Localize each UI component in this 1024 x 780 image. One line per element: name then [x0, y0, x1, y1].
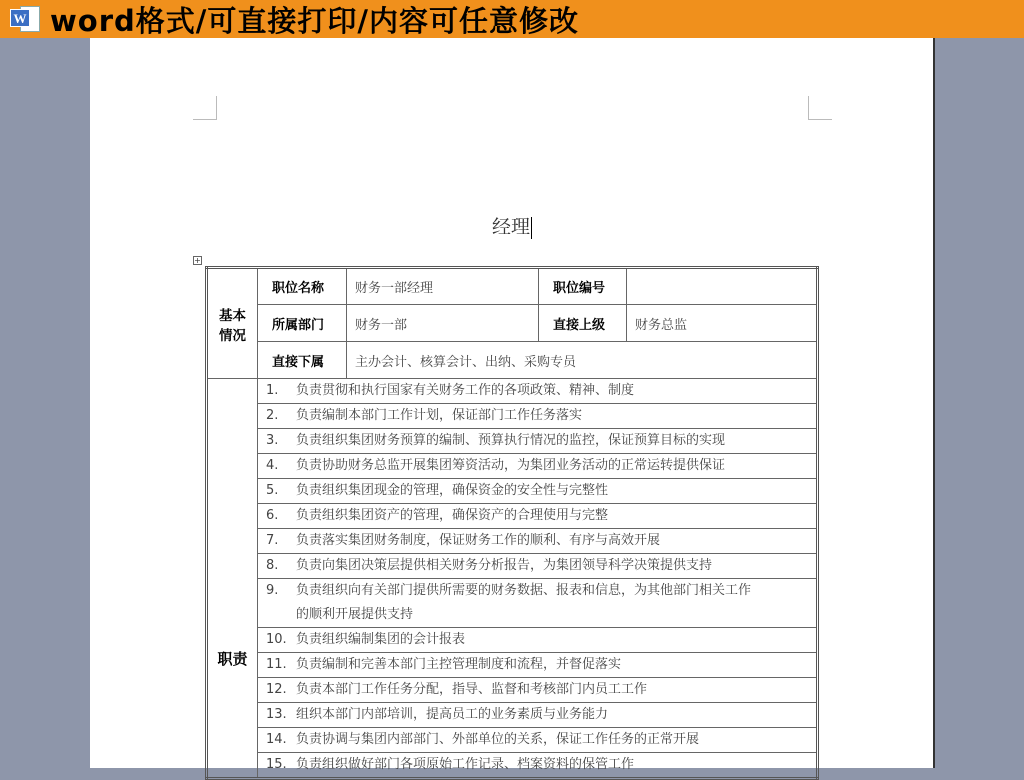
department-label: 所属部门	[258, 305, 347, 342]
banner-text: word格式/可直接打印/内容可任意修改	[50, 3, 579, 38]
duty-text: 负责组织集团财务预算的编制、预算执行情况的监控，保证预算目标的实现	[296, 433, 726, 448]
duty-text-continued: 的顺利开展提供支持	[296, 607, 414, 622]
table-move-handle[interactable]: +	[194, 256, 201, 265]
duty-item[interactable]	[258, 554, 818, 579]
duty-number: 13.	[266, 707, 287, 722]
department-value[interactable]: 财务一部	[347, 305, 539, 342]
duty-text: 负责编制本部门工作计划，保证部门工作任务落实	[296, 408, 583, 423]
basic-info-label: 基本情况	[207, 268, 258, 379]
duty-number: 7.	[266, 533, 279, 548]
duty-text: 负责协调与集团内部部门、外部单位的关系，保证工作任务的正常开展	[296, 732, 700, 747]
position-name-label: 职位名称	[258, 268, 347, 305]
duties-label: 职责	[207, 379, 258, 779]
duty-item[interactable]	[258, 479, 818, 504]
banner	[0, 0, 1024, 38]
superior-value[interactable]: 财务总监	[627, 305, 818, 342]
document-title[interactable]	[492, 212, 532, 239]
duty-text: 负责组织编制集团的会计报表	[296, 632, 466, 647]
position-name-value[interactable]: 财务一部经理	[347, 268, 539, 305]
duty-item[interactable]	[258, 404, 818, 429]
duty-text: 负责组织集团资产的管理，确保资产的合理使用与完整	[296, 508, 609, 523]
crop-mark-top-left	[193, 96, 217, 120]
duty-number: 8.	[266, 558, 279, 573]
duty-item[interactable]	[258, 653, 818, 678]
duty-text: 负责组织向有关部门提供所需要的财务数据、报表和信息，为其他部门相关工作	[296, 583, 752, 598]
duty-item[interactable]	[258, 579, 818, 628]
position-code-label: 职位编号	[539, 268, 627, 305]
duty-text: 负责贯彻和执行国家有关财务工作的各项政策、精神、制度	[296, 383, 635, 398]
text-cursor	[531, 217, 532, 239]
duty-text: 负责编制和完善本部门主控管理制度和流程，并督促落实	[296, 657, 622, 672]
duty-number: 12.	[266, 682, 287, 697]
duty-number: 11.	[266, 657, 287, 672]
word-document-icon: W	[8, 4, 42, 34]
duty-item[interactable]	[258, 628, 818, 653]
duty-item[interactable]	[258, 379, 818, 404]
duty-text: 负责组织集团现金的管理，确保资金的安全性与完整性	[296, 483, 609, 498]
duty-number: 15.	[266, 757, 287, 772]
position-code-value[interactable]	[627, 268, 818, 305]
duty-number: 3.	[266, 433, 279, 448]
duty-text: 负责向集团决策层提供相关财务分析报告，为集团领导科学决策提供支持	[296, 558, 713, 573]
duty-text: 负责协助财务总监开展集团筹资活动，为集团业务活动的正常运转提供保证	[296, 458, 726, 473]
duty-item[interactable]	[258, 429, 818, 454]
duty-number: 14.	[266, 732, 287, 747]
job-description-table	[205, 266, 819, 780]
duty-item[interactable]	[258, 703, 818, 728]
subordinates-value[interactable]: 主办会计、核算会计、出纳、采购专员	[347, 342, 818, 379]
duty-text: 负责组织做好部门各项原始工作记录、档案资料的保管工作	[296, 757, 635, 772]
duty-number: 6.	[266, 508, 279, 523]
crop-mark-top-right	[808, 96, 832, 120]
duty-item[interactable]	[258, 454, 818, 479]
duty-text: 组织本部门内部培训，提高员工的业务素质与业务能力	[296, 707, 609, 722]
subordinates-label: 直接下属	[258, 342, 347, 379]
duty-number: 10.	[266, 632, 287, 647]
duty-text: 负责落实集团财务制度，保证财务工作的顺利、有序与高效开展	[296, 533, 661, 548]
duty-number: 4.	[266, 458, 279, 473]
title-text: 经理	[492, 216, 531, 238]
duty-item[interactable]	[258, 753, 818, 779]
superior-label: 直接上级	[539, 305, 627, 342]
duty-item[interactable]	[258, 529, 818, 554]
duty-item[interactable]	[258, 728, 818, 753]
duty-number: 1.	[266, 383, 279, 398]
duty-item[interactable]	[258, 678, 818, 703]
duty-number: 2.	[266, 408, 279, 423]
duty-text: 负责本部门工作任务分配，指导、监督和考核部门内员工工作	[296, 682, 648, 697]
duty-number: 5.	[266, 483, 279, 498]
duty-number: 9.	[266, 583, 279, 598]
duty-item[interactable]	[258, 504, 818, 529]
